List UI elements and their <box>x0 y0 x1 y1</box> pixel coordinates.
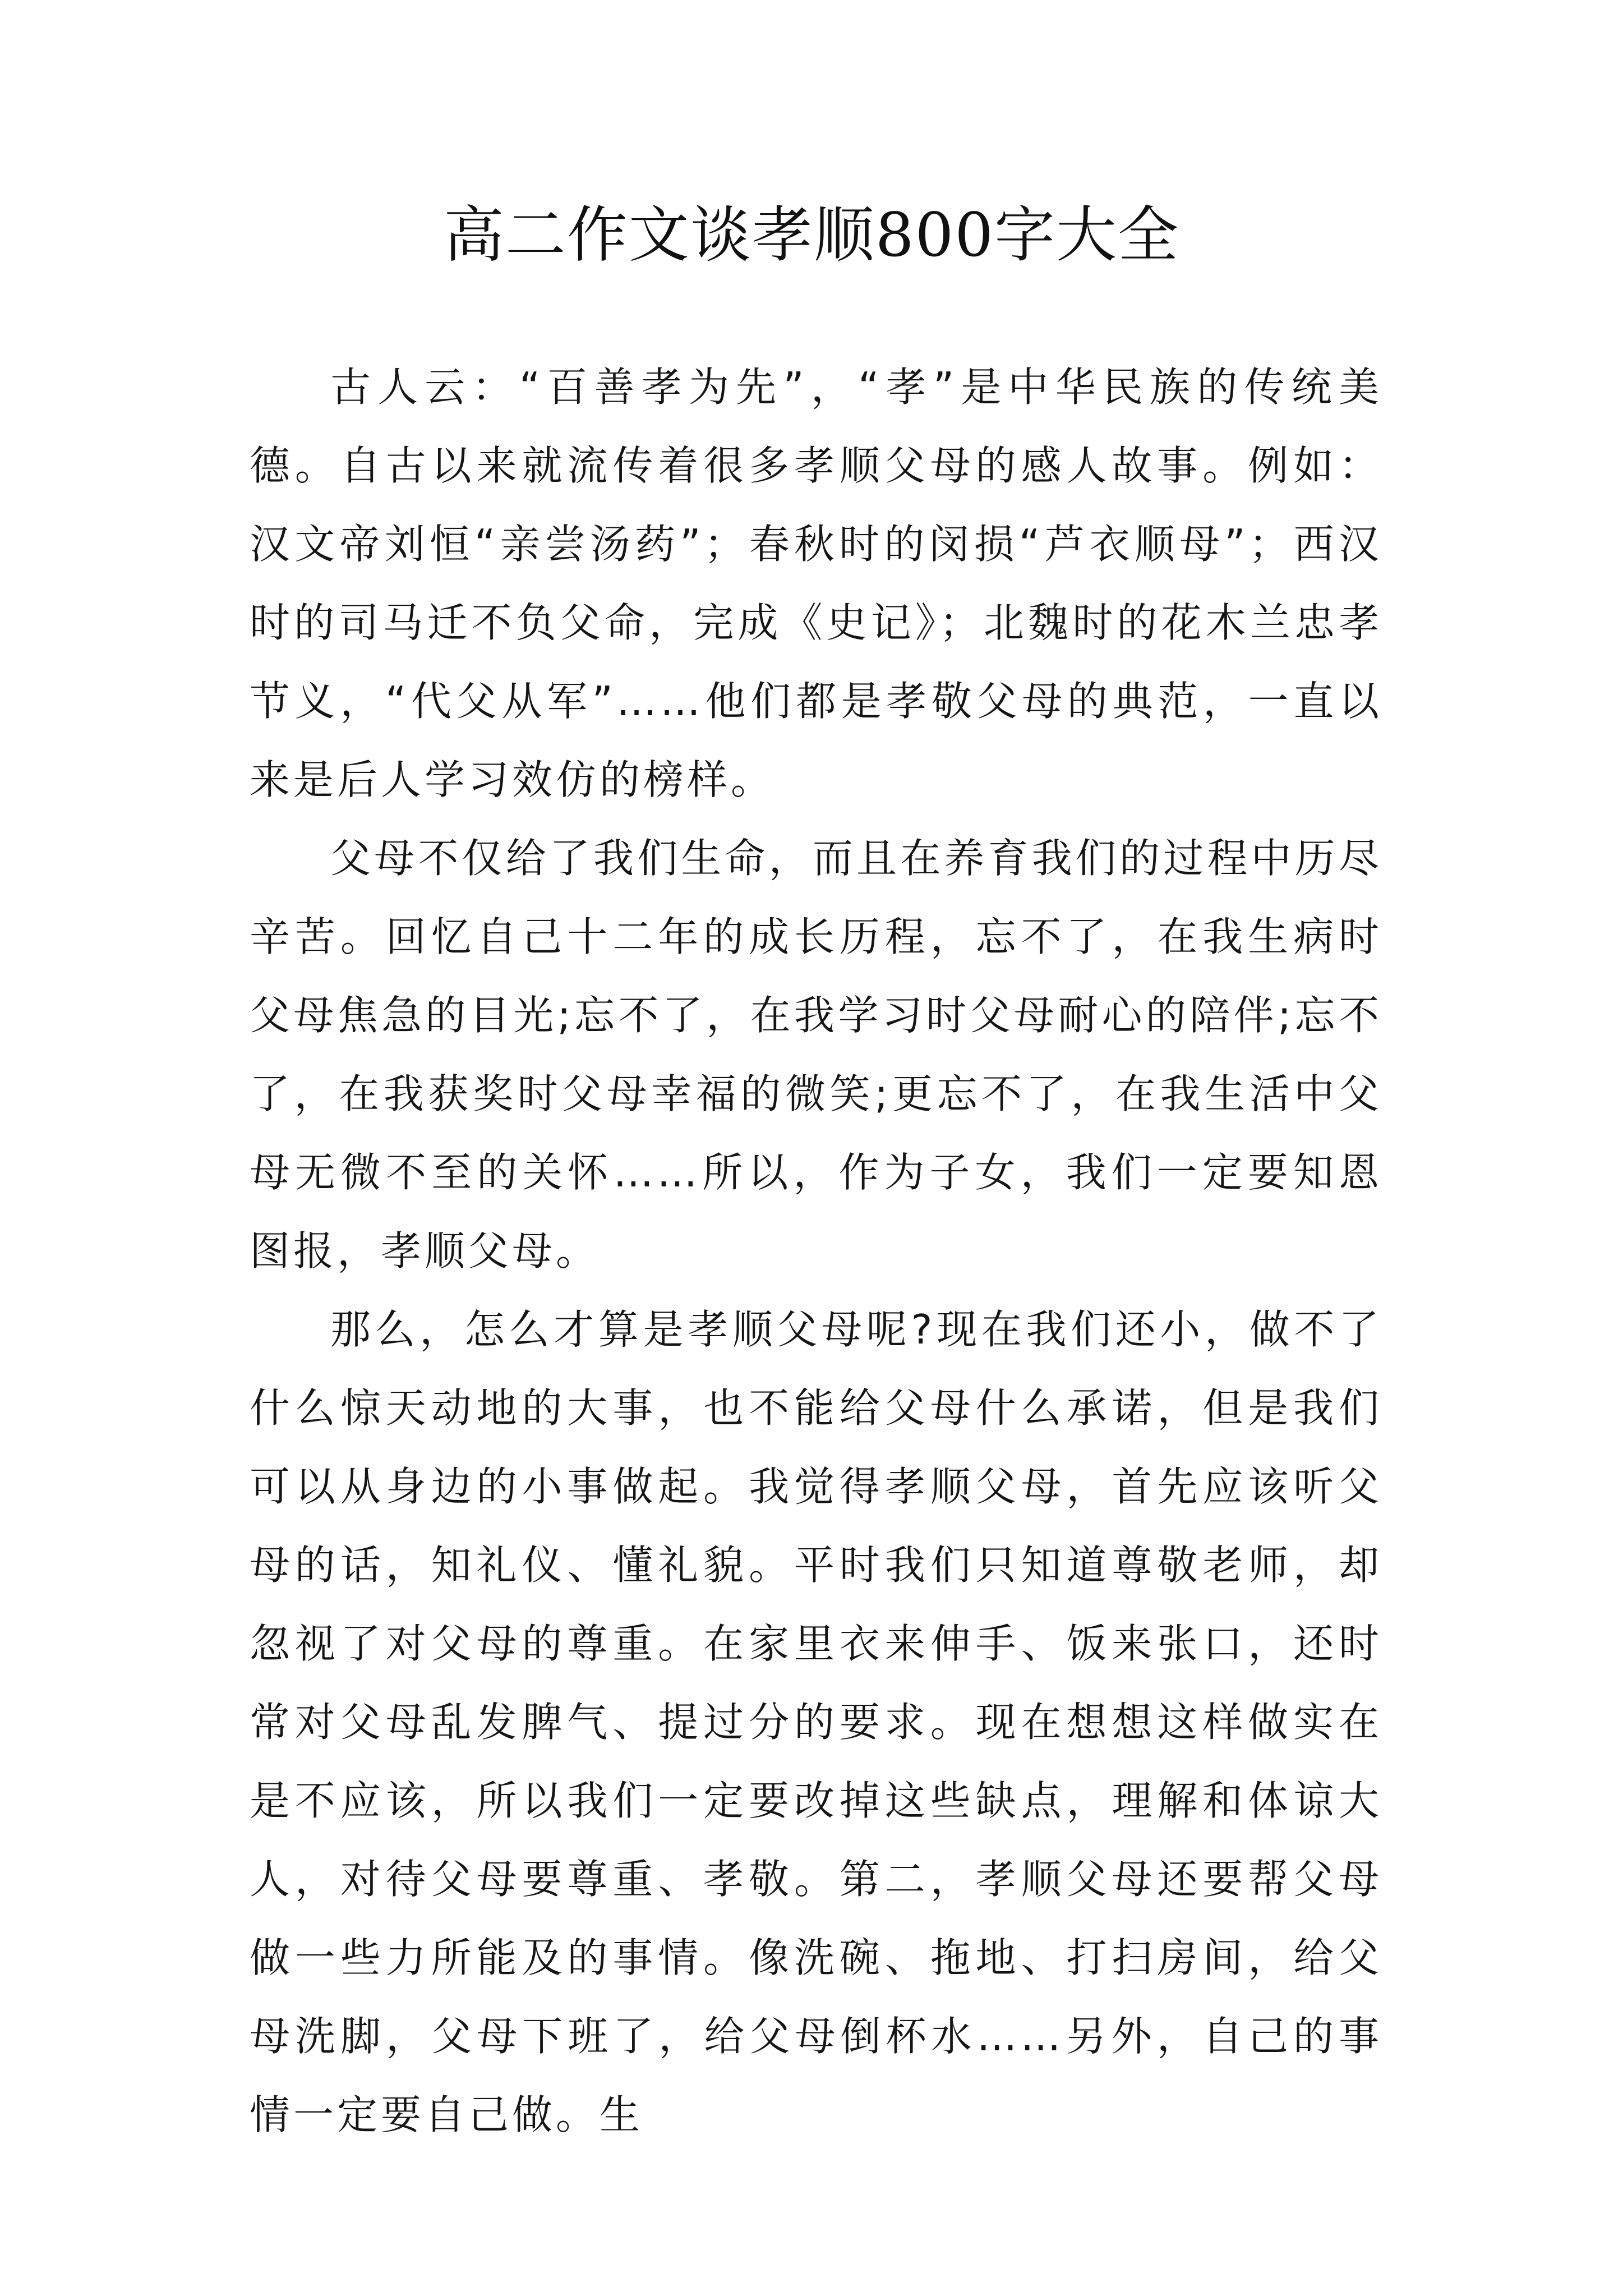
paragraph-3: 那么，怎么才算是孝顺父母呢?现在我们还小，做不了什么惊天动地的大事，也不能给父母什么承诺，但是我们可以从身边的小事做起。我觉得孝顺父母，首先应该听父母的话，知礼仪、懂礼貌。平时我们只知道尊敬老师，却忽视了对父母的尊重。在家里衣来伸手、饭来张口，还时常对父母乱发脾气、提过分的要求。现在想想这样做实在是不应该，所以我们一定要改掉这些缺点，理解和体谅大人，对待父母要尊重、孝敬。第二，孝顺父母还要帮父母做一些力所能及的事情。像洗碗、拖地、打扫房间，给父母洗脚，父母下班了，给父母倒杯水……另外，自己的事情一定要自己做。生 <box>250 1306 1382 2138</box>
document-title: 高二作文谈孝顺800字大全 <box>443 200 1180 270</box>
paragraph-1: 古人云：“百善孝为先”，“孝”是中华民族的传统美德。自古以来就流传着很多孝顺父母的感人故事。例如：汉文帝刘恒“亲尝汤药”；春秋时的闵损“芦衣顺母”；西汉时的司马迁不负父命，完成《史记》；北魏时的花木兰忠孝节义，“代父从军”……他们都是孝敬父母的典范，一直以来是后人学习效仿的榜样。 <box>250 364 1382 803</box>
document-body <box>250 348 1382 2154</box>
paragraph-2: 父母不仅给了我们生命，而且在养育我们的过程中历尽辛苦。回忆自己十二年的成长历程，忘不了，在我生病时父母焦急的目光;忘不了，在我学习时父母耐心的陪伴;忘不了，在我获奖时父母幸福的微笑;更忘不了，在我生活中父母无微不至的关怀……所以，作为子女，我们一定要知恩图报，孝顺父母。 <box>250 835 1382 1274</box>
